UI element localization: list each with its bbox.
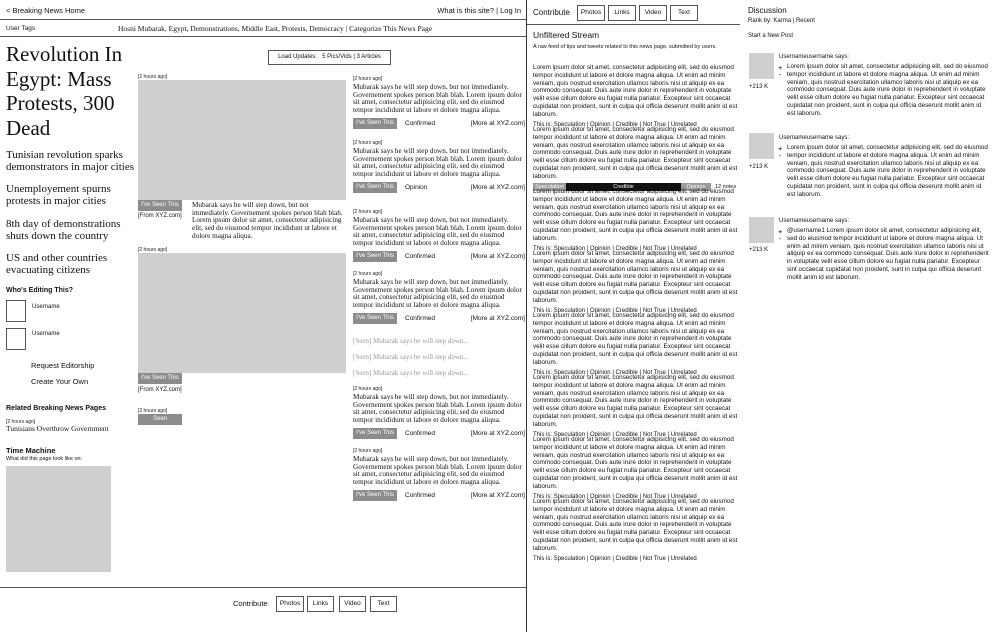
editors-title: Who's Editing This? [6,287,73,294]
rank-recent-link[interactable]: Recent [795,18,815,24]
seen-button[interactable]: I've Seen This [353,490,397,501]
user-tags-label: User Tags [6,25,36,32]
vote-credible[interactable]: Credible [615,431,638,438]
create-your-own-link[interactable]: Create Your Own [31,377,89,386]
article-body: Mubarak says he will step down, but not immediately. Governement spokes person blah blah. Lorem ipsum dolor sit amet, consectetur adipisicing elit, sed do eiusmod tempor incididunt ut labore et dolore magna aliqua. [353,147,522,179]
contribute-photos-button[interactable]: Photos [577,5,605,21]
vote-unrelated[interactable]: Unrelated [670,369,697,376]
seen-button[interactable]: I've Seen This [353,118,397,129]
article-body: Mubarak says he will step down, but not immediately. Governement spokes person blah blah. Lorem ipsum dolor sit amet, consectetur adipisicing elit, sed do eiusmod tempor incididunt ut labore et dolore magna aliqua. [353,216,522,248]
time-machine-title: Time Machine [6,446,56,455]
post-karma: +213 K [749,84,769,90]
post-body: @username1 Lorem ipsum dolor sit amet, consectetur adipisicing elit, sed do eiusmod tempor incididunt ut labore et dolore magna aliqua. Ut enim ad minim veniam, quis nostrud exercitation ullamco laboris nisi ut aliquip ex ea commodo consequat. Duis aute irure dolor in reprehenderit in voluptate velit esse cillum dolore eu fugiat nulla pariatur. Excepteur sint occaecat cupidatat non proident, sunt in culpa qui officia deserunt mollit anim id est laborum. [787,227,989,281]
editor-avatar[interactable] [6,328,26,350]
seen-article[interactable]: [Seen] Mubarak says he will step down... [353,353,469,361]
vote-not-true[interactable]: Not True [642,245,666,252]
vote-speculation[interactable]: Speculation [553,431,586,438]
contribute-links-button[interactable]: Links [307,596,334,612]
more-link[interactable]: [More at XYZ.com] [470,491,525,499]
stream-item [533,250,740,314]
vote-not-true[interactable]: Not True [642,555,666,562]
related-link[interactable]: Tunisians Overthrow Government [6,424,109,433]
contribute-text-button[interactable]: Text [370,596,397,612]
stream-text: Lorem ipsum dolor sit amet, consectetur adipisicing elit, sed do eiusmod tempor incididunt ut labore et dolore magna aliqua. Ut enim ad minim veniam, quis nostrud exercitation ullamco laboris nisi ut aliquip ex ea commodo consequat. Duis aute irure dolor in reprehenderit in voluptate velit esse cillum dolore eu fugiat nulla pariatur. Excepteur sint occaecat cupidatat non proident, sunt in culpa qui officia deserunt mollit anim id est laborum. [533,250,738,304]
tags[interactable]: Hosni Mubarak, Egypt, Demonstrations, Middle East, Protests, Democracy [118,24,344,33]
vote-options: This is: Speculation | Opinion | Credible | Not True | Unrelated [533,493,697,500]
stream-item [533,498,740,562]
stream-contribute-label: Contribute [533,8,570,17]
article-item [353,140,525,193]
topbar-divider [0,19,526,20]
vote-credible[interactable]: Credible [615,369,638,376]
stream-text: Lorem ipsum dolor sit amet, consectetur adipisicing elit, sed do eiusmod tempor incididunt ut labore et dolore magna aliqua. Ut enim ad minim veniam, quis nostrud exercitation ullamco laboris nisi ut aliquip ex ea commodo consequat. Duis aute irure dolor in reprehenderit in voluptate velit esse cillum dolore eu fugiat nulla pariatur. Excepteur sint occaecat cupidatat non proident, sunt in culpa qui officia deserunt mollit anim id est laborum. [533,374,738,428]
avatar[interactable] [749,53,774,79]
vote-unrelated[interactable]: Unrelated [670,245,697,252]
vote-opinion[interactable]: Opinion [589,555,611,562]
media-caption: Mubarak says he will step down, but not immediately. Governement spokes person blah blah. Lorem ipsum dolor sit amet, consectetur adipisicing elit, sed do eiusmod tempor incididunt ut labore et dolore magna aliqua. [192,201,343,240]
login-link[interactable]: Log In [500,6,521,15]
vote-unrelated[interactable]: Unrelated [670,493,697,500]
article-item [353,209,525,262]
post-username[interactable]: Usernameusername says: [779,218,850,224]
stream-item [533,436,740,500]
media-time: [2 hours ago] [138,247,168,253]
vote-unrelated[interactable]: Unrelated [670,121,697,128]
seen-button[interactable]: I've Seen This [353,182,397,193]
contribute-divider [527,24,740,25]
related-time: [2 hours ago] [6,419,36,425]
contribute-video-button[interactable]: Video [339,596,366,612]
vote-opinion[interactable]: Opinion [589,431,611,438]
related-title: Related Breaking News Pages [6,405,106,412]
vote-options: This is: Speculation | Opinion | Credible | Not True | Unrelated [533,369,697,376]
vote-credible[interactable]: Credible [615,493,638,500]
article-status: Confirmed [405,252,435,260]
avatar[interactable] [749,133,774,159]
downvote-button[interactable]: - [779,70,782,79]
upvote-button[interactable]: + [778,227,783,236]
post-body: Lorem ipsum dolor sit amet, consectetur adipisicing elit, sed do eiusmod tempor incididunt ut labore et dolore magna aliqua. Ut enim ad minim veniam, quis nostrud exercitation ullamco laboris nisi ut aliquip ex ea commodo consequat. Duis aute irure dolor in reprehenderit in voluptate velit esse cillum dolore eu fugiat nulla pariatur. Excepteur sint occaecat cupidatat non proident, sunt in culpa qui officia deserunt mollit anim id est laborum. [787,144,988,198]
discussion-title: Discussion [748,6,787,15]
media-image[interactable] [138,253,346,373]
seen-button[interactable]: I've Seen This [138,373,182,384]
media-source[interactable]: [From XYZ.com] [138,387,182,393]
article-body: Mubarak says he will step down, but not immediately. Governement spokes person blah blah. Lorem ipsum dolor sit amet, consectetur adipisicing elit, sed do eiusmod tempor incididunt ut labore et dolore magna aliqua. [353,455,522,487]
seen-article[interactable]: [Seen] Mubarak says he will step down... [353,369,469,377]
load-updates-button[interactable]: Load Updates: 5 Pics/Vids | 3 Articles [268,50,391,65]
media-time: [2 hours ago] [138,408,168,414]
more-link[interactable]: [More at XYZ.com] [470,183,525,191]
stream-item [533,188,740,252]
article-time: [2 hours ago] [353,140,383,146]
article-time: [2 hours ago] [353,386,383,392]
article-status: Confirmed [405,429,435,437]
seen-label: Seen [138,414,182,425]
stream-text: Lorem ipsum dolor sit amet, consectetur adipisicing elit, sed do eiusmod tempor incididunt ut labore et dolore magna aliqua. Ut enim ad minim veniam, quis nostrud exercitation ullamco laboris nisi ut aliquip ex ea commodo consequat. Duis aute irure dolor in reprehenderit in voluptate velit esse cillum dolore eu fugiat nulla pariatur. Excepteur sint occaecat cupidatat non proident, sunt in culpa qui officia deserunt mollit anim id est laborum. [533,436,738,490]
upvote-button[interactable]: + [778,144,783,153]
stream-text: Lorem ipsum dolor sit amet, consectetur adipisicing elit, sed do eiusmod tempor incididunt ut labore et dolore magna aliqua. Ut enim ad minim veniam, quis nostrud exercitation ullamco laboris nisi ut aliquip ex ea commodo consequat. Duis aute irure dolor in reprehenderit in voluptate velit esse cillum dolore eu fugiat nulla pariatur. Excepteur sint occaecat cupidatat non proident, sunt in culpa qui officia deserunt mollit anim id est laborum. [533,188,738,242]
tags-divider [0,36,526,37]
rank-by: Rank by: Karma | Recent [748,18,815,24]
post-body: Lorem ipsum dolor sit amet, consectetur adipisicing elit, sed do eiusmod tempor incididunt ut labore et dolore magna aliqua. Ut enim ad minim veniam, quis nostrud exercitation ullamco laboris nisi ut aliquip ex ea commodo consequat. Duis aute irure dolor in reprehenderit in voluptate velit esse cillum dolore eu fugiat nulla pariatur. Excepteur sint occaecat cupidatat non proident, sunt in culpa qui officia deserunt mollit anim id est laborum. [787,63,988,117]
vote-opinion[interactable]: Opinion [589,121,611,128]
vote-unrelated[interactable]: Unrelated [670,307,697,314]
post-karma: +213 K [749,164,769,170]
vote-credible[interactable]: Credible [615,245,638,252]
post-karma: +213 K [749,247,769,253]
seen-button[interactable]: I've Seen This [353,428,397,439]
stream-item [533,312,740,376]
editor-avatar[interactable] [6,300,26,322]
seen-button[interactable]: I've Seen This [353,251,397,262]
vote-options: This is: Speculation | Opinion | Credible | Not True | Unrelated [533,555,697,562]
subhead-2: Unemployement spurns protests in major cities [6,183,111,207]
subhead-1: Tunisian revolution sparks demonstrators in major cities [6,149,134,173]
vote-opinion[interactable]: Opinion [589,307,611,314]
vote-opinion[interactable]: Opinion [589,493,611,500]
article-item [353,271,525,324]
bottom-divider [0,587,526,588]
vote-options: This is: Speculation | Opinion | Credible | Not True | Unrelated [533,307,697,314]
page-title: Revolution In Egypt: Mass Protests, 300 Dead [6,42,123,140]
article-body: Mubarak says he will step down, but not immediately. Governement spokes person blah blah. Lorem ipsum dolor sit amet, consectetur adipisicing elit, sed do eiusmod tempor incididunt ut labore et dolore magna aliqua. [353,83,522,115]
editor-username[interactable]: Username [32,304,60,310]
vote-speculation[interactable]: Speculation [553,493,586,500]
vote-speculation[interactable]: Speculation [553,307,586,314]
seen-button[interactable]: I've Seen This [138,200,182,211]
vote-unrelated[interactable]: Unrelated [670,431,697,438]
article-item [353,386,525,439]
article-time: [2 hours ago] [353,209,383,215]
subhead-4: US and other countries evacuating citizens [6,252,108,276]
stream-description: A raw feed of tips and tweets related to this news page, submitted by users. [533,44,717,50]
post-username[interactable]: Usernameusername says: [779,135,850,141]
contribute-photos-button[interactable]: Photos [276,596,304,612]
vote-options: This is: Speculation | Opinion | Credible | Not True | Unrelated [533,431,697,438]
stream-title: Unfiltered Stream [533,30,600,40]
seen-button[interactable]: I've Seen This [353,313,397,324]
vote-speculation[interactable]: Speculation [553,369,586,376]
article-item [353,448,525,501]
vote-opinion[interactable]: Opinion [589,369,611,376]
vote-speculation[interactable]: Speculation [553,245,586,252]
vote-speculation[interactable]: Speculation [553,121,586,128]
request-editorship-link[interactable]: Request Editorship [31,361,95,370]
downvote-button[interactable]: - [779,151,782,160]
vote-unrelated[interactable]: Unrelated [670,555,697,562]
more-link[interactable]: [More at XYZ.com] [470,119,525,127]
stream-item [533,126,740,191]
back-home-link[interactable]: < Breaking News Home [6,6,85,15]
article-body: Mubarak says he will step down, but not immediately. Governement spokes person blah blah. Lorem ipsum dolor sit amet, consectetur adipisicing elit, sed do eiusmod tempor incididunt ut labore et dolore magna aliqua. [353,278,522,310]
what-is-this-link[interactable]: What is this site? [437,6,494,15]
more-link[interactable]: [More at XYZ.com] [470,429,525,437]
stream-text: Lorem ipsum dolor sit amet, consectetur adipisicing elit, sed do eiusmod tempor incididunt ut labore et dolore magna aliqua. Ut enim ad minim veniam, quis nostrud exercitation ullamco laboris nisi ut aliquip ex ea commodo consequat. Duis aute irure dolor in reprehenderit in voluptate velit esse cillum dolore eu fugiat nulla pariatur. Excepteur sint occaecat cupidatat non proident, sunt in culpa qui officia deserunt mollit anim id est laborum. [533,498,738,552]
vote-credible[interactable]: Credible [615,307,638,314]
subhead-3: 8th day of demonstrations shuts down the country [6,218,121,242]
article-status: Confirmed [405,119,435,127]
article-time: [2 hours ago] [353,76,383,82]
article-time: [2 hours ago] [353,271,383,277]
more-link[interactable]: [More at XYZ.com] [470,314,525,322]
contribute-links-button[interactable]: Links [608,5,636,21]
rank-karma-link[interactable]: Karma [773,18,792,24]
contribute-label: Contribute [233,599,268,608]
article-status: Confirmed [405,314,435,322]
media-source[interactable]: [From XYZ.com] [138,213,182,219]
post-username[interactable]: Usernameusername says: [779,54,850,60]
seen-article[interactable]: [Seen] Mubarak says he will step down... [353,337,469,345]
downvote-button[interactable]: - [779,234,782,243]
contribute-video-button[interactable]: Video [639,5,667,21]
tag-list: Hosni Mubarak, Egypt, Demonstrations, Middle East, Protests, Democracy | Categorize This News Page [118,24,433,33]
avatar[interactable] [749,217,774,243]
vote-bar-opinion: Opinion [681,183,711,191]
media-time: [2 hours ago] [138,74,168,80]
article-status: Opinion [405,183,428,191]
stream-text: Lorem ipsum dolor sit amet, consectetur adipisicing elit, sed do eiusmod tempor incididunt ut labore et dolore magna aliqua. Ut enim ad minim veniam, quis nostrud exercitation ullamco laboris nisi ut aliquip ex ea commodo consequat. Duis aute irure dolor in reprehenderit in voluptate velit esse cillum dolore eu fugiat nulla pariatur. Excepteur sint occaecat cupidatat non proident, sunt in culpa qui officia deserunt mollit anim id est laborum. [533,64,738,118]
vote-not-true[interactable]: Not True [642,307,666,314]
article-body: Mubarak says he will step down, but not immediately. Governement spokes person blah blah. Lorem ipsum dolor sit amet, consectetur adipisicing elit, sed do eiusmod tempor incididunt ut labore et dolore magna aliqua. [353,393,522,425]
vote-not-true[interactable]: Not True [642,431,666,438]
vote-not-true[interactable]: Not True [642,121,666,128]
vote-speculation[interactable]: Speculation [553,555,586,562]
stream-item [533,64,740,128]
vote-not-true[interactable]: Not True [642,493,666,500]
topbar-right: What is this site? | Log In [437,6,521,15]
vote-not-true[interactable]: Not True [642,369,666,376]
vote-credible[interactable]: Credible [615,121,638,128]
vote-bar-credible: Credible [566,183,681,191]
column-divider [526,0,527,632]
vote-options: This is: Speculation | Opinion | Credible | Not True | Unrelated [533,245,697,252]
time-machine-slider[interactable] [6,466,111,572]
vote-credible[interactable]: Credible [615,555,638,562]
stream-text: Lorem ipsum dolor sit amet, consectetur adipisicing elit, sed do eiusmod tempor incididunt ut labore et dolore magna aliqua. Ut enim ad minim veniam, quis nostrud exercitation ullamco laboris nisi ut aliquip ex ea commodo consequat. Duis aute irure dolor in reprehenderit in voluptate velit esse cillum dolore eu fugiat nulla pariatur. Excepteur sint occaecat cupidatat non proident, sunt in culpa qui officia deserunt mollit anim id est laborum. [533,126,738,180]
stream-item [533,374,740,438]
article-time: [2 hours ago] [353,448,383,454]
media-image[interactable] [138,80,346,200]
notes-count[interactable]: 12 notes [715,183,737,190]
editor-username[interactable]: Username [32,331,60,337]
more-link[interactable]: [More at XYZ.com] [470,252,525,260]
upvote-button[interactable]: + [778,63,783,72]
contribute-text-button[interactable]: Text [670,5,698,21]
article-item [353,76,525,129]
vote-options: This is: Speculation | Opinion | Credible | Not True | Unrelated [533,121,697,128]
categorize-link[interactable]: Categorize This News Page [349,24,433,33]
start-new-post-link[interactable]: Start a New Post [748,33,794,39]
vote-bar-speculation: Speculation [533,183,566,191]
article-status: Confirmed [405,491,435,499]
vote-opinion[interactable]: Opinion [589,245,611,252]
time-machine-sub: What did this page look like on: [6,456,83,462]
stream-text: Lorem ipsum dolor sit amet, consectetur adipisicing elit, sed do eiusmod tempor incididunt ut labore et dolore magna aliqua. Ut enim ad minim veniam, quis nostrud exercitation ullamco laboris nisi ut aliquip ex ea commodo consequat. Duis aute irure dolor in reprehenderit in voluptate velit esse cillum dolore eu fugiat nulla pariatur. Excepteur sint occaecat cupidatat non proident, sunt in culpa qui officia deserunt mollit anim id est laborum. [533,312,738,366]
